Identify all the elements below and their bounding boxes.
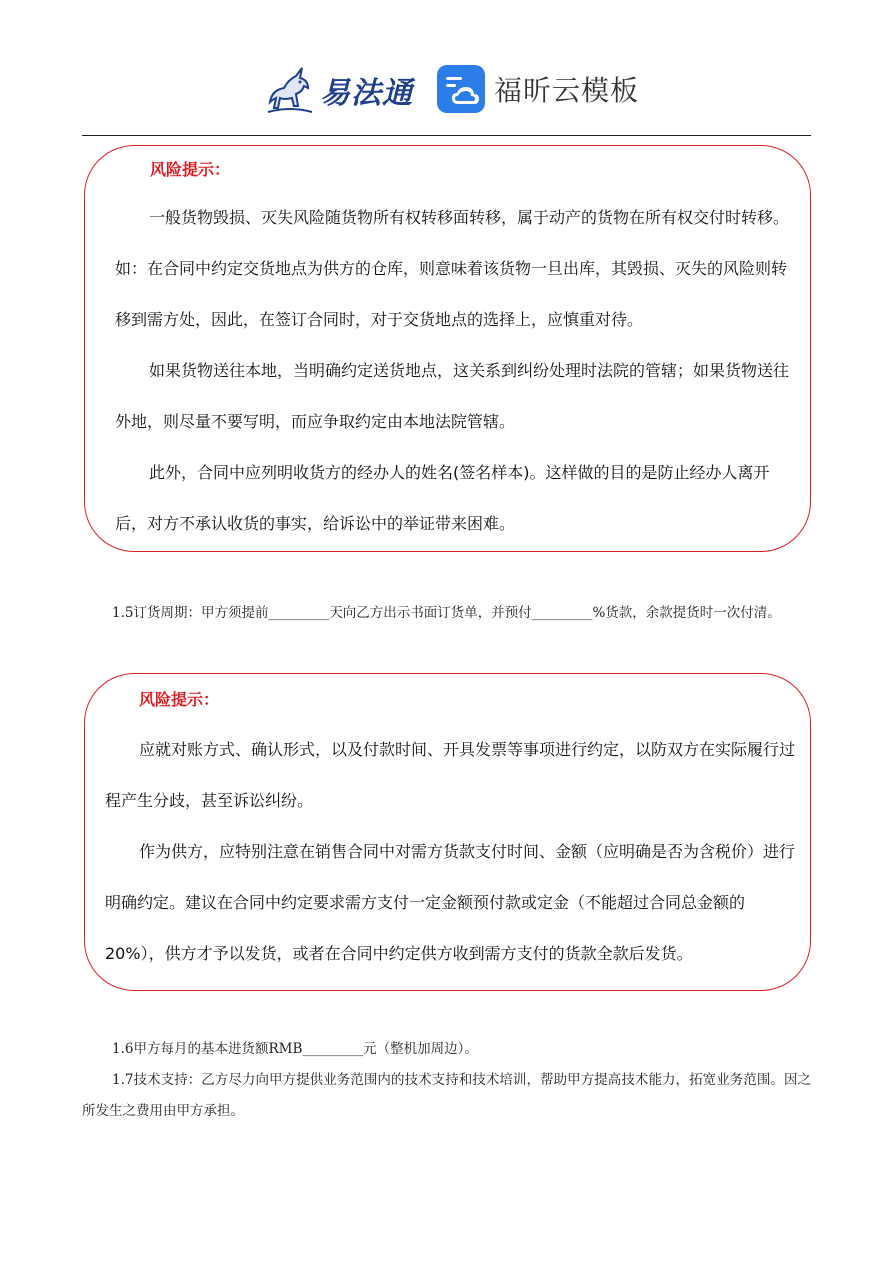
risk-notice-box [84,673,811,991]
risk-notice-body [105,724,802,979]
document-header [0,0,893,136]
yifatong-logo [262,60,413,120]
risk-paragraph: 应就对账方式、确认形式，以及付款时间、开具发票等事项进行约定，以防双方在实际履行过程产生分歧，甚至诉讼纠纷。 [105,740,796,810]
risk-notice-title: 风险提示： [150,160,231,179]
clause-text: 1.7技术支持：乙方尽力向甲方提供业务范围内的技术支持和技术培训，帮助甲方提高技术能力，拓宽业务范围。因之所发生之费用由甲方承担。 [82,1072,811,1119]
risk-notice-box [84,145,811,552]
brand-right-text: 福昕云模板 [494,74,640,107]
cloud-document-icon [436,64,486,114]
clause-text: 1.5订货周期：甲方须提前_________天向乙方出示书面订货单，并预付_________%货款，余款提货时一次付清。 [112,605,781,621]
clause-1-5 [82,598,811,629]
unicorn-horse-icon [262,62,318,118]
risk-paragraph: 作为供方，应特别注意在销售合同中对需方货款支付时间、金额（应明确是否为含税价）进行明确约定。建议在合同中约定要求需方支付一定金额预付款或定金（不能超过合同总金额的20%），供方才予以发货，或者在合同中约定供方收到需方支付的货款全款后发货。 [105,842,796,963]
risk-paragraph: 此外，合同中应列明收货方的经办人的姓名(签名样本)。这样做的目的是防止经办人离开后，对方不承认收货的事实，给诉讼中的举证带来困难。 [115,463,770,533]
risk-paragraph: 一般货物毁损、灭失风险随货物所有权转移面转移，属于动产的货物在所有权交付时转移。如：在合同中约定交货地点为供方的仓库，则意味着该货物一旦出库，其毁损、灭失的风险则转移到需方处，因此，在签订合同时，对于交货地点的选择上，应慎重对待。 [115,208,790,329]
clause-1-6 [82,1034,811,1065]
risk-paragraph: 如果货物送往本地，当明确约定送货地点，这关系到纠纷处理时法院的管辖；如果货物送往外地，则尽量不要写明，而应争取约定由本地法院管辖。 [115,361,790,431]
risk-notice-title: 风险提示： [139,690,220,709]
header-divider [82,135,811,136]
clause-text: 1.6甲方每月的基本进货额RMB_________元（整机加周边）。 [112,1041,478,1057]
risk-notice-body [115,192,797,549]
brand-left-text: 易法通 [320,76,413,111]
clause-1-7 [82,1065,811,1127]
foxit-template-logo [436,64,639,114]
